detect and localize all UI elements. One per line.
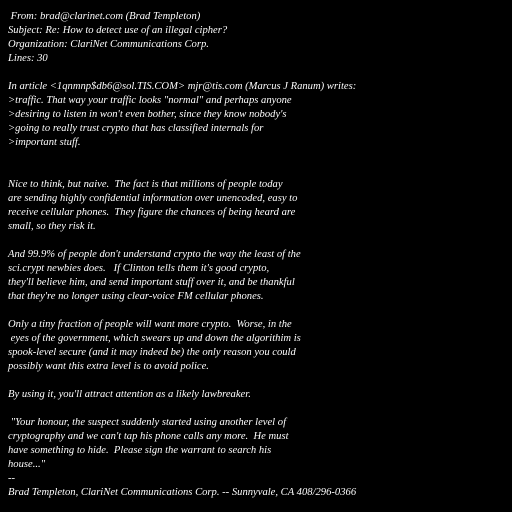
body-line: Nice to think, but naive. The fact is that millions of people today bbox=[8, 179, 283, 190]
signature-separator: -- bbox=[8, 473, 16, 484]
body-line: spook-level secure (and it may indeed be) the only reason you could bbox=[8, 347, 296, 358]
body-line: eyes of the government, which swears up and down the algorithim is bbox=[8, 333, 301, 344]
quote-attribution: In article <1qnmnp$db6@sol.TIS.COM> mjr@tis.com (Marcus J Ranum) writes: bbox=[8, 81, 357, 92]
body-line: "Your honour, the suspect suddenly started using another level of bbox=[8, 417, 287, 428]
body-line: And 99.9% of people don't understand crypto the way the least of the bbox=[8, 249, 301, 260]
body-line: cryptography and we can't tap his phone calls any more. He must bbox=[8, 431, 289, 442]
body-line: small, so they risk it. bbox=[8, 221, 96, 232]
header-from: From: brad@clarinet.com (Brad Templeton) bbox=[8, 11, 201, 22]
body-line: possibly want this extra level is to avoid police. bbox=[8, 361, 209, 372]
header-lines: Lines: 30 bbox=[8, 53, 48, 64]
body-line: By using it, you'll attract attention as a likely lawbreaker. bbox=[8, 389, 251, 400]
body-line: sci.crypt newbies does. If Clinton tells them it's good crypto, bbox=[8, 263, 270, 274]
body-line: Only a tiny fraction of people will want more crypto. Worse, in the bbox=[8, 319, 292, 330]
body-line: they'll believe him, and send important stuff over it, and be thankful bbox=[8, 277, 295, 288]
body-line: receive cellular phones. They figure the chances of being heard are bbox=[8, 207, 296, 218]
quoted-line: >going to really trust crypto that has classified internals for bbox=[8, 123, 264, 134]
signature: Brad Templeton, ClariNet Communications Corp. -- Sunnyvale, CA 408/296-0366 bbox=[8, 487, 357, 498]
body-line: that they're no longer using clear-voice FM cellular phones. bbox=[8, 291, 264, 302]
header-subject: Subject: Re: How to detect use of an illegal cipher? bbox=[8, 25, 228, 36]
body-line: house..." bbox=[8, 459, 46, 470]
header-organization: Organization: ClariNet Communications Corp. bbox=[8, 39, 209, 50]
body-line: are sending highly confidential information over unencoded, easy to bbox=[8, 193, 298, 204]
quoted-line: >important stuff. bbox=[8, 137, 81, 148]
quoted-line: >traffic. That way your traffic looks "normal" and perhaps anyone bbox=[8, 95, 292, 106]
quoted-line: >desiring to listen in won't even bother, since they know nobody's bbox=[8, 109, 287, 120]
body-line: have something to hide. Please sign the warrant to search his bbox=[8, 445, 272, 456]
